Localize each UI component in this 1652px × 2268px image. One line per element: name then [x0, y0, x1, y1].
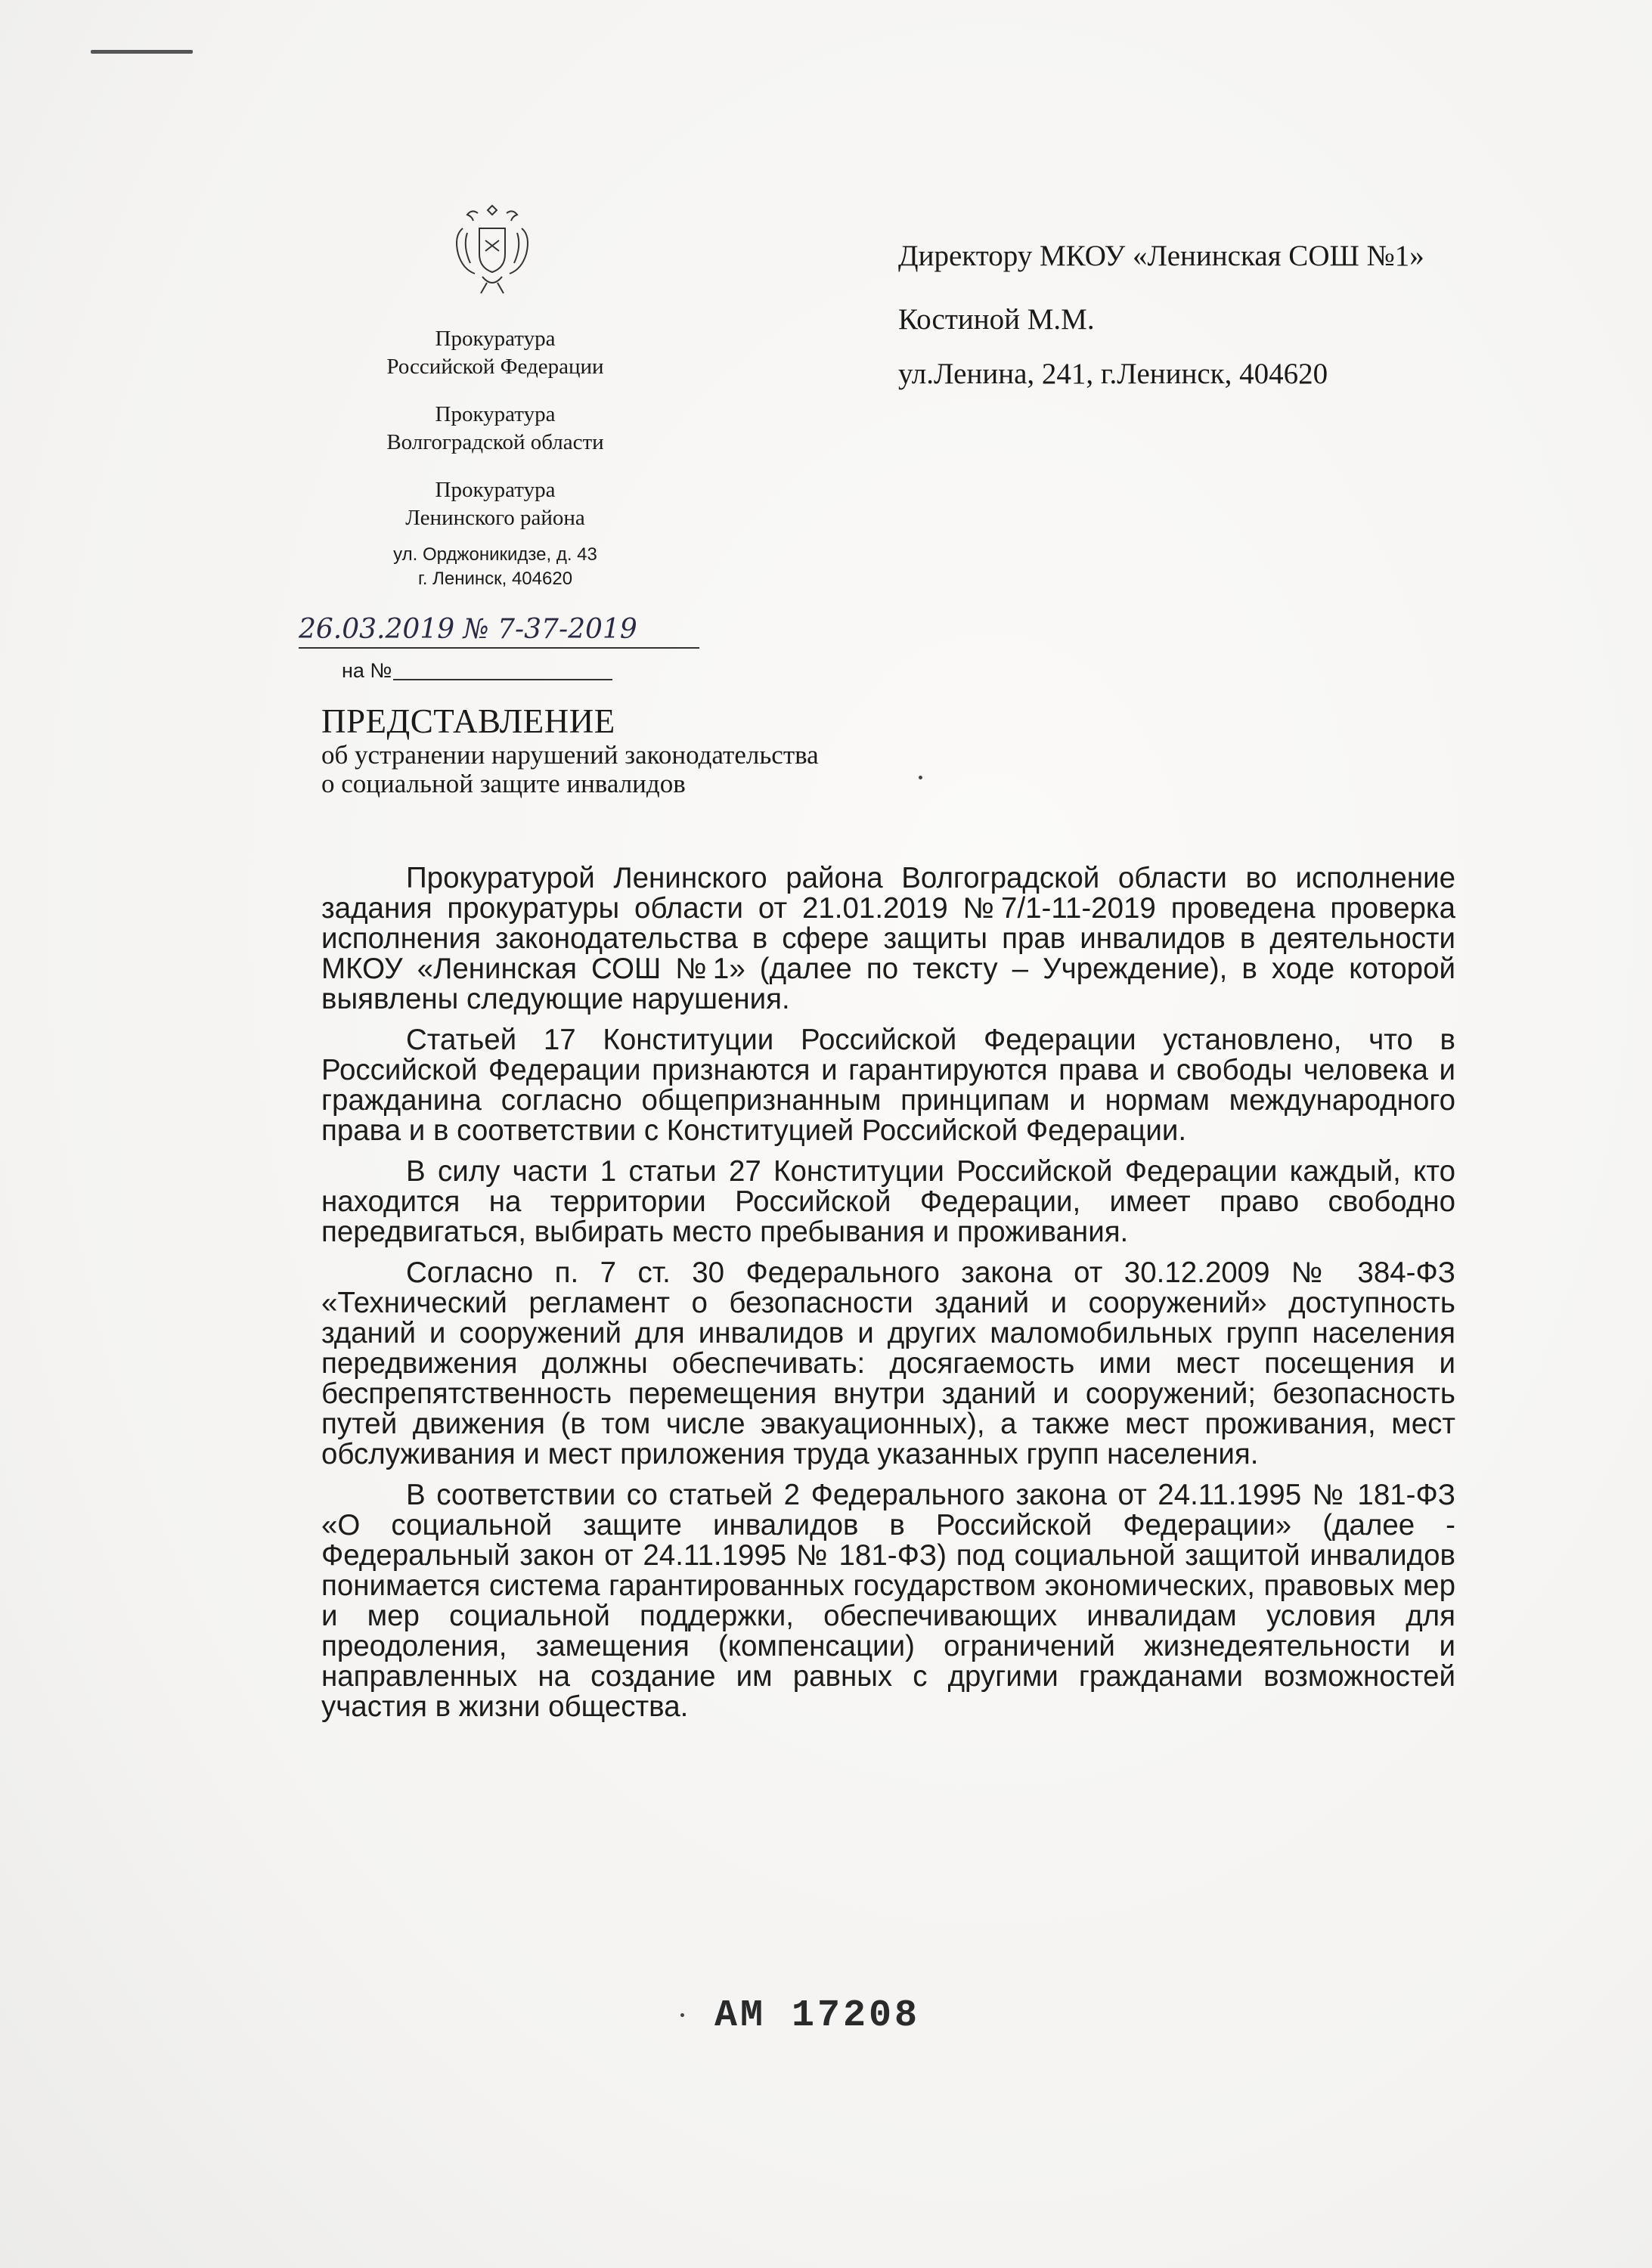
paragraph: Статьей 17 Конституции Российской Федерации установлено, что в Российской Федерации признаются и гарантируются права и свободы человека и гражданина согласно общепризнанным принципам и нормам международного права и в соответствии с Конституцией Российской Федерации. — [321, 1024, 1455, 1147]
document-title — [321, 702, 1002, 798]
paragraph: Согласно п. 7 ст. 30 Федерального закона от 30.12.2009 № 384-ФЗ «Технический регламент о безопасности зданий и сооружений» доступность зданий и сооружений для инвалидов и других маломобильных групп населения передвижения должны обеспечивать: досягаемость ими мест посещения и беспрепятственность перемещения внутри зданий и сооружений; безопасность путей движения (в том числе эвакуационных), а также мест проживания, мест обслуживания и мест приложения труда указанных групп населения. — [321, 1256, 1455, 1470]
paragraph: В силу части 1 статьи 27 Конституции Российской Федерации каждый, кто находится на территории Российской Федерации, имеет право свободно передвигаться, выбирать место пребывания и проживания. — [321, 1155, 1455, 1248]
form-serial-number: АМ 17208 — [714, 1994, 921, 2037]
title-sub-2: о социальной защите инвалидов — [321, 769, 686, 798]
org-regional: Прокуратура Волгоградской области — [386, 402, 604, 454]
paragraph: В соответствии со статьей 2 Федерального закона от 24.11.1995 № 181-ФЗ «О социальной защите инвалидов в Российской Федерации» (далее - Федеральный закон от 24.11.1995 № 181-ФЗ) под социальной защитой инвалидов понимается система гарантированных государством экономических, правовых мер и мер социальной поддержки, обеспечивающих инвалидам условия для преодоления, замещения (компенсации) ограничений жизнедеятельности и направленных на создание им равных с другими гражданами возможностей участия в жизни общества. — [321, 1479, 1455, 1723]
handwritten-date-number: 26.03.2019 № 7-37-2019 — [299, 614, 707, 659]
title-sub-1: об устранении нарушений законодательства — [321, 740, 819, 770]
org-federal: Прокуратура Российской Федерации — [386, 327, 604, 379]
sender-address: ул. Орджоникидзе, д. 43 г. Ленинск, 404620 — [393, 544, 597, 589]
scan-speck — [919, 776, 922, 779]
recipient-name: Костиной М.М. — [898, 303, 1095, 336]
scan-speck — [680, 2013, 684, 2017]
title-main: ПРЕДСТАВЛЕНИЕ — [321, 702, 615, 740]
document-body — [321, 863, 1455, 1733]
coat-of-arms-icon — [448, 198, 537, 298]
sender-block — [333, 325, 658, 591]
reference-number-row: на № — [342, 659, 612, 683]
scan-mark — [91, 50, 193, 54]
recipient-address: ул.Ленина, 241, г.Ленинск, 404620 — [898, 358, 1328, 390]
recipient-title: Директору МКОУ «Ленинская СОШ №1» — [898, 240, 1424, 272]
org-district: Прокуратура Ленинского района — [405, 478, 585, 530]
paragraph: Прокуратурой Ленинского района Волгоградской области во исполнение задания прокуратуры области от 21.01.2019 №7/1-11-2019 проведена проверка исполнения законодательства в сфере защиты прав инвалидов в деятельности МКОУ «Ленинская СОШ №1» (далее по тексту – Учреждение), в ходе которой выявлены следующие нарушения. — [321, 862, 1455, 1015]
recipient-block — [898, 240, 1473, 390]
